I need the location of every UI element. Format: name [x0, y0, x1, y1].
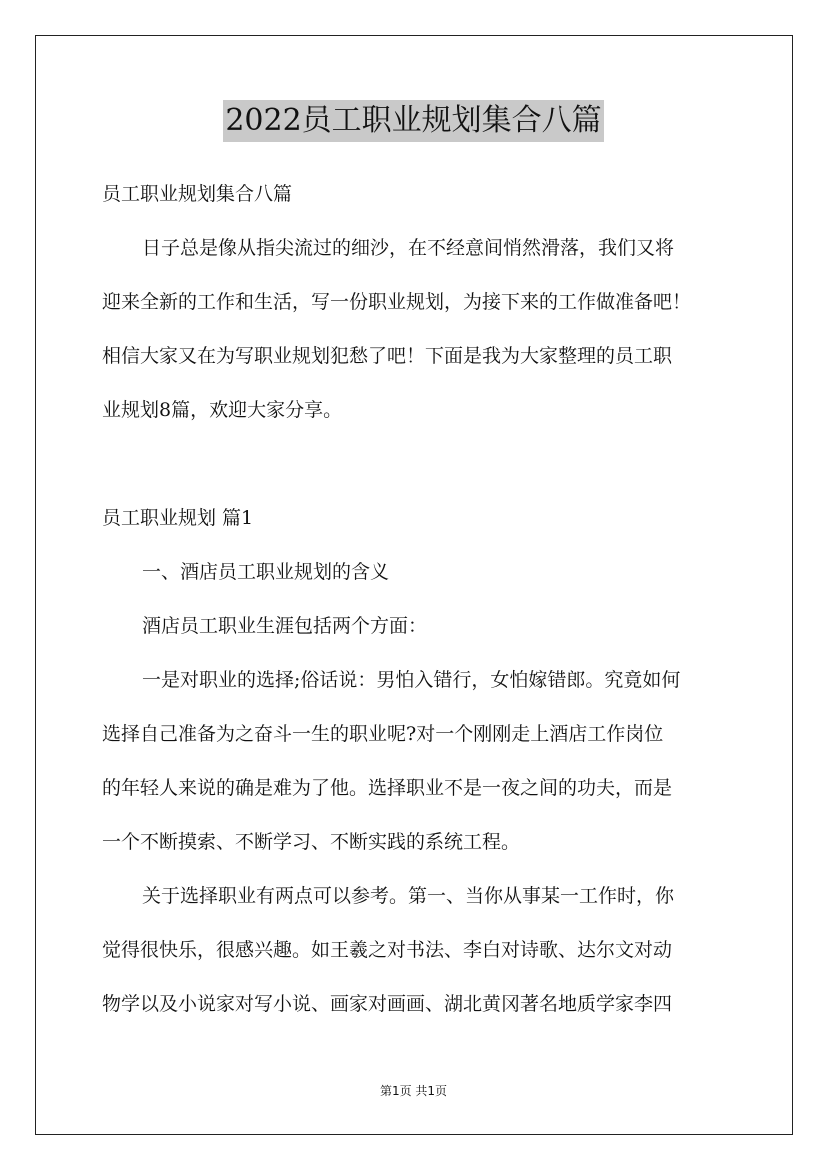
section-heading: 员工职业规划 篇1: [102, 507, 254, 529]
paragraph-line: 一是对职业的选择;俗话说：男怕入错行，女怕嫁错郎。究竟如何: [142, 669, 681, 691]
paragraph-line: 关于选择职业有两点可以参考。第一、当你从事某一工作时，你: [142, 885, 675, 907]
document-title: 2022员工职业规划集合八篇: [223, 100, 603, 142]
document-body: [102, 172, 727, 1036]
title-wrap: [0, 100, 827, 142]
intro-line: 日子总是像从指尖流过的细沙，在不经意间悄然滑落，我们又将: [142, 237, 675, 259]
section-lead: 酒店员工职业生涯包括两个方面：: [142, 615, 428, 637]
spacer: [102, 442, 727, 496]
intro-line: 迎来全新的工作和生活，写一份职业规划，为接下来的工作做准备吧！: [102, 291, 692, 313]
intro-line: 业规划8篇，欢迎大家分享。: [102, 399, 343, 421]
section-title: 一、酒店员工职业规划的含义: [142, 561, 390, 583]
paragraph-line: 一个不断摸索、不断学习、不断实践的系统工程。: [102, 831, 521, 853]
paragraph-line: 觉得很快乐，很感兴趣。如王羲之对书法、李白对诗歌、达尔文对动: [102, 939, 673, 961]
page-number: 第1页 共1页: [379, 1084, 448, 1098]
paragraph-line: 物学以及小说家对写小说、画家对画画、湖北黄冈著名地质学家李四: [102, 993, 673, 1015]
paragraph-line: 选择自己准备为之奋斗一生的职业呢?对一个刚刚走上酒店工作岗位: [102, 723, 664, 745]
intro-line: 相信大家又在为写职业规划犯愁了吧！下面是我为大家整理的员工职: [102, 345, 673, 367]
page-footer: [0, 1082, 827, 1099]
subtitle: 员工职业规划集合八篇: [102, 183, 293, 205]
paragraph-line: 的年轻人来说的确是难为了他。选择职业不是一夜之间的功夫，而是: [102, 777, 673, 799]
